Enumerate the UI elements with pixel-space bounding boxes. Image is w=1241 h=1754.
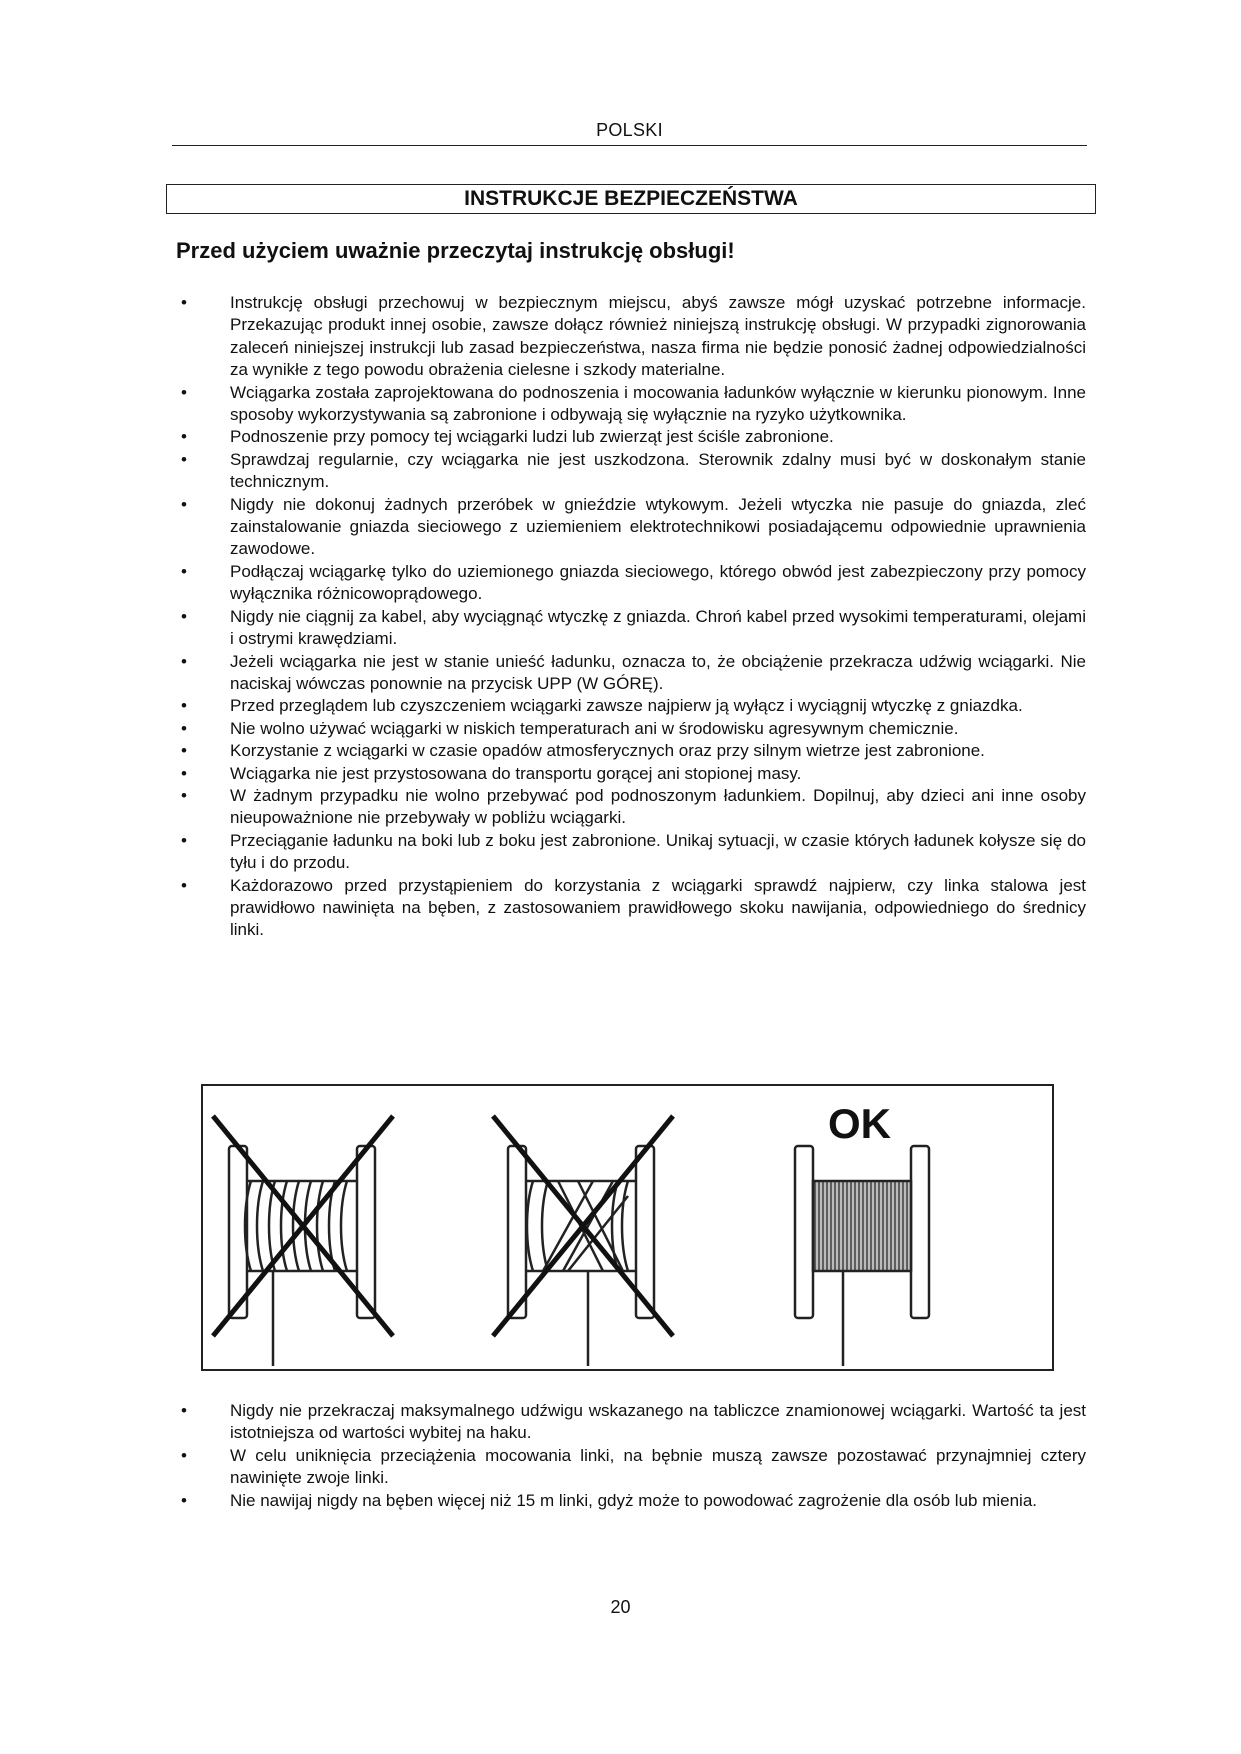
header-rule bbox=[172, 145, 1087, 146]
subtitle-warning: Przed użyciem uważnie przeczytaj instrukcję obsługi! bbox=[176, 238, 735, 263]
bullet-icon: • bbox=[181, 763, 187, 783]
list-item bbox=[176, 606, 1086, 651]
bullet-icon: • bbox=[181, 293, 187, 312]
bullet-icon: • bbox=[181, 718, 187, 738]
list-item bbox=[176, 740, 1086, 762]
winding-figure-drawing bbox=[203, 1086, 1056, 1373]
list-item bbox=[176, 382, 1086, 427]
list-item-text: Przeciąganie ładunku na boki lub z boku jest zabronione. Unikaj sytuacji, w czasie których ładunek kołysze się do tyłu i do przodu. bbox=[230, 830, 1086, 873]
safety-list-bottom bbox=[176, 1400, 1086, 1512]
drum-crossed-winding bbox=[508, 1146, 654, 1366]
list-item-text: W żadnym przypadku nie wolno przebywać pod podnoszonym ładunkiem. Dopilnuj, aby dzieci ani inne osoby nieupoważnione nie przebywały w pobliżu wciągarki. bbox=[230, 785, 1086, 828]
list-item-text: Wciągarka nie jest przystosowana do transportu gorącej ani stopionej masy. bbox=[230, 763, 802, 783]
bullet-icon: • bbox=[181, 606, 187, 626]
list-item bbox=[176, 426, 1086, 448]
bullet-icon: • bbox=[181, 830, 187, 850]
list-item-text: Wciągarka została zaprojektowana do podnoszenia i mocowania ładunków wyłącznie w kierunku pionowym. Inne sposoby wykorzystywania są zabronione i odbywają się wyłącznie na ryzyko użytkownika. bbox=[230, 382, 1086, 425]
bullet-icon: • bbox=[181, 1445, 187, 1465]
section-title: INSTRUKCJE BEZPIECZEŃSTWA bbox=[166, 184, 1096, 214]
page-header-language: POLSKI bbox=[596, 120, 663, 140]
list-item bbox=[176, 1400, 1086, 1445]
list-item-text: Korzystanie z wciągarki w czasie opadów atmosferycznych oraz przy silnym wietrze jest zabronione. bbox=[230, 741, 985, 761]
bullet-icon: • bbox=[181, 494, 187, 514]
page-number: 20 bbox=[610, 1597, 631, 1617]
bullet-icon: • bbox=[181, 561, 187, 581]
list-item bbox=[176, 830, 1086, 875]
list-item-text: Nigdy nie dokonuj żadnych przeróbek w gnieździe wtykowym. Jeżeli wtyczka nie pasuje do gniazda, zleć zainstalowanie gniazda sieciowego z uziemieniem elektrotechnikowi posiadającemu odpowiednie uprawnienia zawodowe. bbox=[230, 494, 1086, 559]
bullet-icon: • bbox=[181, 1401, 187, 1420]
list-item-text: Podłączaj wciągarkę tylko do uziemionego gniazda sieciowego, którego obwód jest zabezpieczony przy pomocy wyłącznika różnicowoprądowego. bbox=[230, 561, 1086, 604]
list-item-text: Nie wolno używać wciągarki w niskich temperaturach ani w środowisku agresywnym chemicznie. bbox=[230, 718, 959, 738]
list-item bbox=[176, 651, 1086, 696]
list-item bbox=[176, 292, 1086, 382]
list-item-text: Podnoszenie przy pomocy tej wciągarki ludzi lub zwierząt jest ściśle zabronione. bbox=[230, 427, 834, 447]
list-item-text: Sprawdzaj regularnie, czy wciągarka nie jest uszkodzona. Sterownik zdalny musi być w doskonałym stanie technicznym. bbox=[230, 449, 1086, 492]
drum-loose-winding bbox=[229, 1146, 375, 1366]
winding-figure bbox=[201, 1084, 1054, 1371]
bullet-icon: • bbox=[181, 651, 187, 671]
list-item bbox=[176, 494, 1086, 561]
list-item bbox=[176, 561, 1086, 606]
list-item bbox=[176, 875, 1086, 942]
bullet-icon: • bbox=[181, 696, 187, 716]
bullet-icon: • bbox=[181, 875, 187, 895]
list-item-text: W celu uniknięcia przeciążenia mocowania linki, na bębnie muszą zawsze pozostawać przynajmniej cztery nawinięte zwoje linki. bbox=[230, 1445, 1086, 1488]
bullet-icon: • bbox=[181, 427, 187, 447]
list-item-text: Nie nawijaj nigdy na bęben więcej niż 15 m linki, gdyż może to powodować zagrożenie dla osób lub mienia. bbox=[230, 1490, 1038, 1510]
list-item bbox=[176, 718, 1086, 740]
list-item bbox=[176, 449, 1086, 494]
drum-correct-winding bbox=[795, 1146, 929, 1366]
list-item-text: Każdorazowo przed przystąpieniem do korzystania z wciągarki sprawdź najpierw, czy linka stalowa jest prawidłowo nawinięta na bęben, z zastosowaniem prawidłowego skoku nawijania, odpowiedniego do średnicy linki. bbox=[230, 875, 1086, 940]
ok-label: OK bbox=[828, 1100, 891, 1147]
list-item-text: Jeżeli wciągarka nie jest w stanie unieść ładunku, oznacza to, że obciążenie przekracza udźwig wciągarki. Nie naciskaj wówczas ponownie na przycisk UPP (W GÓRĘ). bbox=[230, 651, 1086, 693]
bullet-icon: • bbox=[181, 382, 187, 402]
bullet-icon: • bbox=[181, 785, 187, 805]
list-item bbox=[176, 763, 1086, 785]
bullet-icon: • bbox=[181, 1490, 187, 1510]
list-item bbox=[176, 695, 1086, 717]
list-item bbox=[176, 1445, 1086, 1490]
list-item bbox=[176, 785, 1086, 830]
bullet-icon: • bbox=[181, 741, 187, 761]
list-item-text: Przed przeglądem lub czyszczeniem wciągarki zawsze najpierw ją wyłącz i wyciągnij wtyczkę z gniazdka. bbox=[230, 696, 1023, 716]
list-item bbox=[176, 1490, 1086, 1512]
list-item-text: Instrukcję obsługi przechowuj w bezpiecznym miejscu, abyś zawsze mógł uzyskać potrzebne informacje. Przekazując produkt innej osobie, zawsze dołącz również niniejszą instrukcję obsługi. W przypadki zignorowania zaleceń niniejszej instrukcji lub zasad bezpieczeństwa, nasza firma nie będzie ponosić żadnej odpowiedzialności za wynikłe z tego powodu obrażenia cielesne i szkody materialne. bbox=[230, 293, 1086, 380]
list-item-text: Nigdy nie przekraczaj maksymalnego udźwigu wskazanego na tabliczce znamionowej wciągarki. Wartość ta jest istotniejsza od wartości wybitej na haku. bbox=[230, 1401, 1086, 1443]
safety-list-top bbox=[176, 292, 1086, 942]
bullet-icon: • bbox=[181, 449, 187, 469]
list-item-text: Nigdy nie ciągnij za kabel, aby wyciągnąć wtyczkę z gniazda. Chroń kabel przed wysokimi temperaturami, olejami i ostrymi krawędziami. bbox=[230, 606, 1086, 649]
